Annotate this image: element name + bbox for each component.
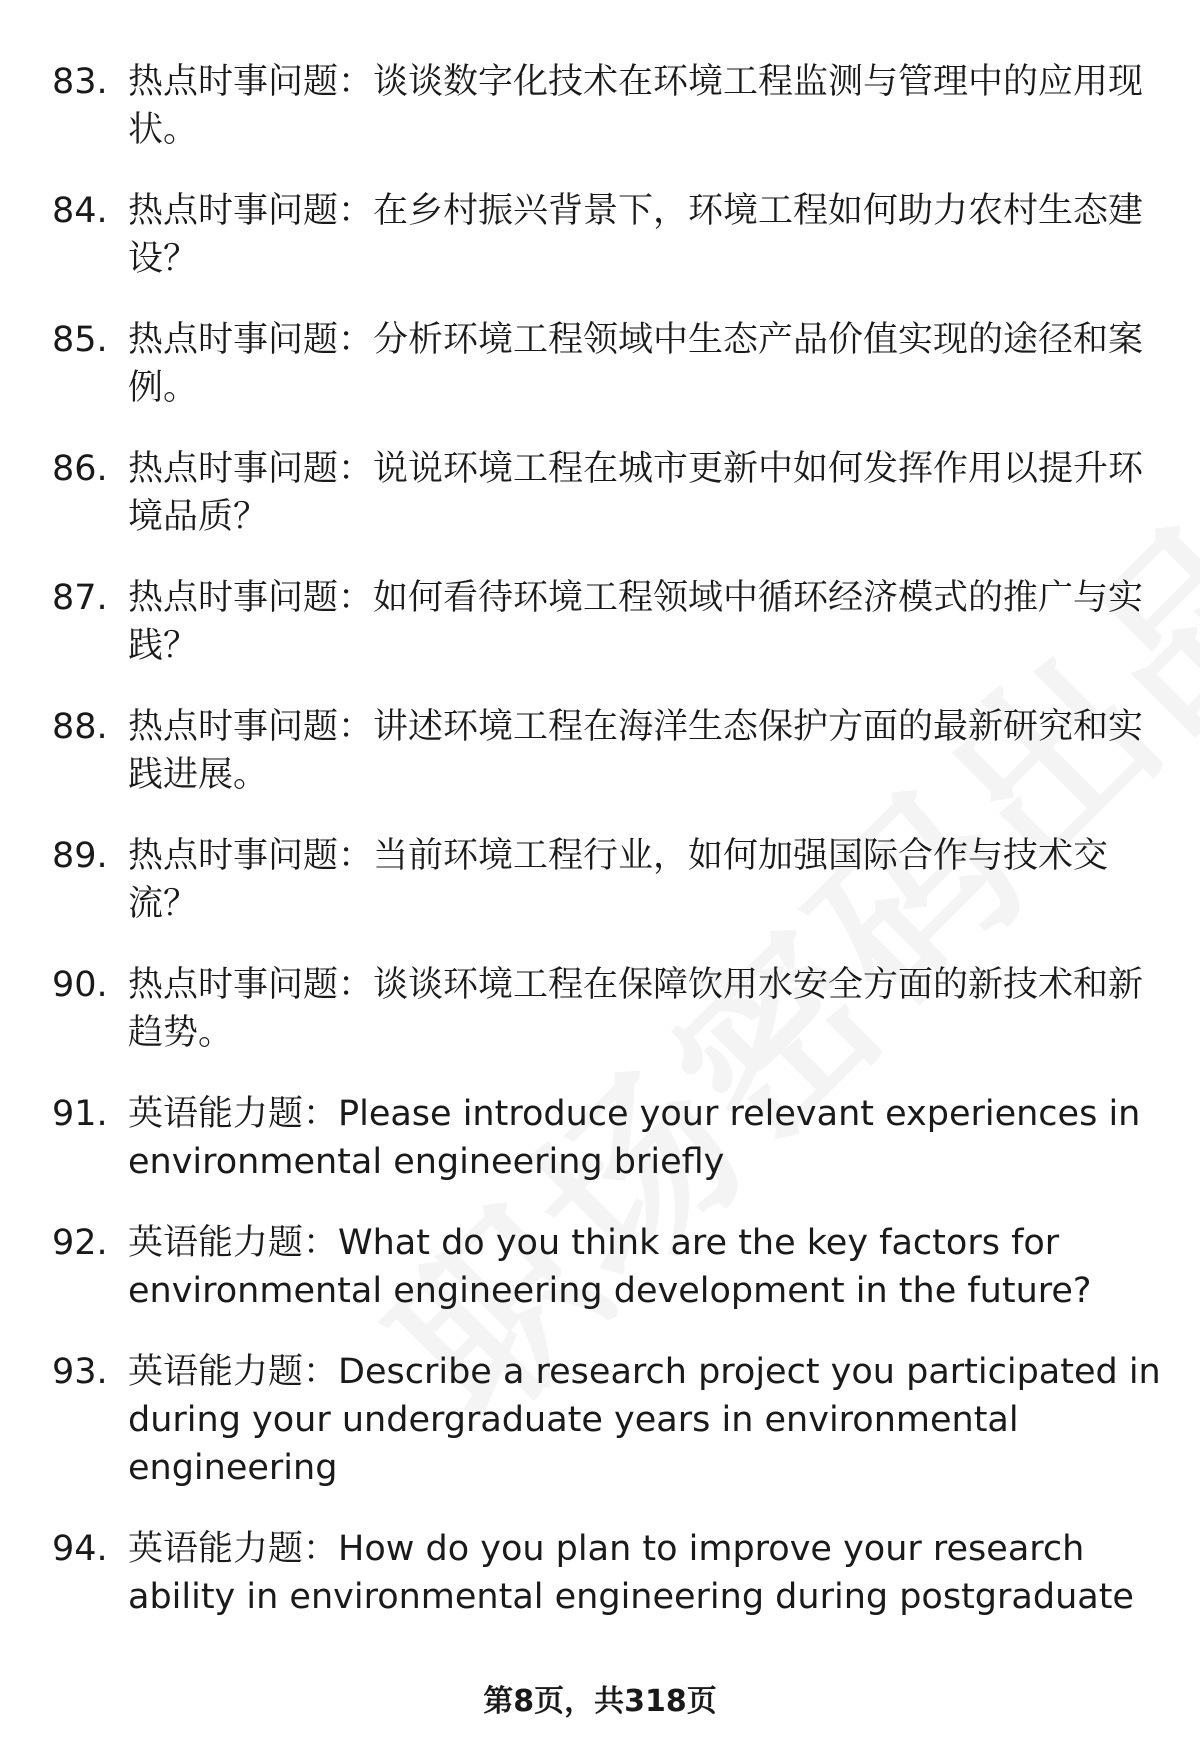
item-number: 87. xyxy=(52,578,108,618)
page-footer: 第8页，共318页 xyxy=(483,1684,717,1719)
item-text: 热点时事问题：讲述环境工程在海洋生态保护方面的最新研究和实践进展。 xyxy=(128,707,1144,795)
list-item xyxy=(52,58,1162,154)
question-list xyxy=(52,58,1162,1654)
list-item xyxy=(52,703,1162,799)
list-item xyxy=(52,961,1162,1057)
item-number: 88. xyxy=(52,707,108,747)
item-number: 94. xyxy=(52,1529,108,1569)
item-text: 热点时事问题：如何看待环境工程领域中循环经济模式的推广与实践？ xyxy=(128,578,1144,666)
item-number: 85. xyxy=(52,320,108,360)
item-text: 热点时事问题：分析环境工程领域中生态产品价值实现的途径和案例。 xyxy=(128,320,1144,408)
item-text: 热点时事问题：当前环境工程行业，如何加强国际合作与技术交流？ xyxy=(128,836,1109,924)
item-number: 93. xyxy=(52,1352,108,1392)
item-number: 92. xyxy=(52,1223,108,1263)
list-item xyxy=(52,1525,1162,1621)
list-item xyxy=(52,1219,1162,1315)
list-item xyxy=(52,1348,1162,1492)
list-item xyxy=(52,316,1162,412)
item-number: 83. xyxy=(52,62,108,102)
item-text: 热点时事问题：谈谈环境工程在保障饮用水安全方面的新技术和新趋势。 xyxy=(128,965,1144,1053)
item-text: 英语能力题：What do you think are the key factors for environmental engineering development in the future? xyxy=(128,1223,1092,1311)
item-text: 热点时事问题：在乡村振兴背景下，环境工程如何助力农村生态建设？ xyxy=(128,191,1144,279)
item-number: 84. xyxy=(52,191,108,231)
list-item xyxy=(52,574,1162,670)
item-number: 91. xyxy=(52,1094,108,1134)
list-item xyxy=(52,832,1162,928)
item-text: 热点时事问题：谈谈数字化技术在环境工程监测与管理中的应用现状。 xyxy=(128,62,1144,150)
item-text: 英语能力题：How do you plan to improve your research ability in environmental engineering during postgraduate xyxy=(128,1529,1134,1617)
item-number: 86. xyxy=(52,449,108,489)
item-number: 90. xyxy=(52,965,108,1005)
list-item xyxy=(52,187,1162,283)
list-item xyxy=(52,445,1162,541)
item-text: 英语能力题：Please introduce your relevant experiences in environmental engineering briefly xyxy=(128,1094,1141,1182)
item-text: 热点时事问题：说说环境工程在城市更新中如何发挥作用以提升环境品质？ xyxy=(128,449,1144,537)
item-number: 89. xyxy=(52,836,108,876)
item-text: 英语能力题：Describe a research project you participated in during your undergraduate years in environmental engineering xyxy=(128,1352,1161,1488)
list-item xyxy=(52,1090,1162,1186)
